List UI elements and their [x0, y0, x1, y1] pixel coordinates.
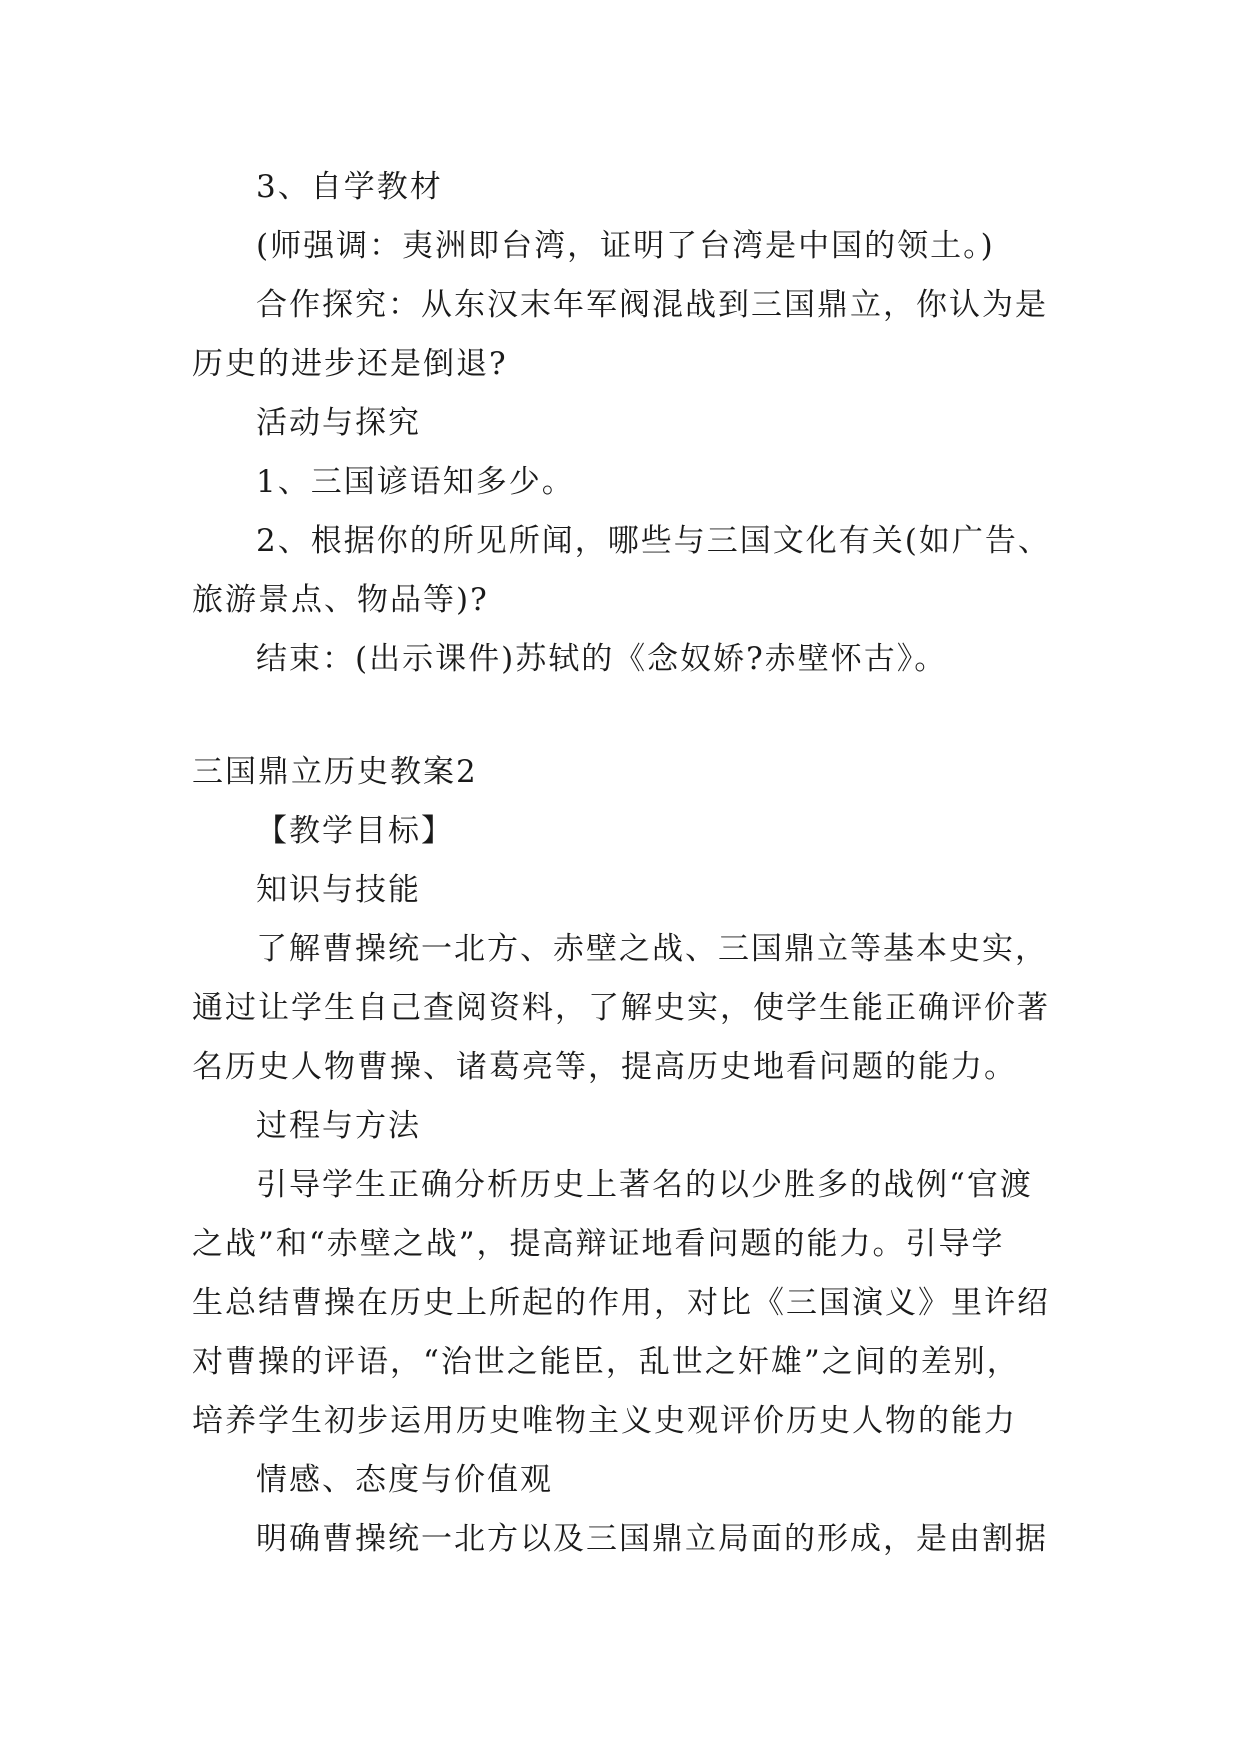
text-line-knowledge-heading: 知识与技能: [256, 872, 421, 908]
text-line-knowledge-1: 了解曹操统一北方、赤壁之战、三国鼎立等基本史实，: [256, 931, 1048, 967]
text-line-culture: 2、根据你的所见所闻，哪些与三国文化有关(如广告、: [256, 523, 1051, 559]
text-line-process-1: 引导学生正确分析历史上著名的以少胜多的战例“官渡: [256, 1167, 1033, 1203]
text-line-ending: 结束：(出示课件)苏轼的《念奴娇?赤壁怀古》。: [256, 641, 948, 677]
text-line-teacher-note: (师强调：夷洲即台湾，证明了台湾是中国的领土。): [256, 228, 995, 264]
text-line-process-5: 培养学生初步运用历史唯物主义史观评价历史人物的能力: [192, 1403, 1017, 1439]
text-line-process-3: 生总结曹操在历史上所起的作用，对比《三国演义》里许绍: [192, 1285, 1050, 1321]
section-title: 三国鼎立历史教案2: [192, 754, 478, 790]
text-line-process-heading: 过程与方法: [256, 1108, 421, 1144]
text-line-emotion-1: 明确曹操统一北方以及三国鼎立局面的形成，是由割据: [256, 1521, 1048, 1557]
text-line-proverbs: 1、三国谚语知多少。: [256, 464, 575, 500]
text-line-process-2: 之战”和“赤壁之战”，提高辩证地看问题的能力。引导学: [192, 1226, 1005, 1262]
text-line-self-study: 3、自学教材: [256, 169, 443, 205]
text-line-cooperative-inquiry: 合作探究：从东汉末年军阀混战到三国鼎立，你认为是: [256, 287, 1048, 323]
text-line-culture-cont: 旅游景点、物品等)?: [192, 582, 489, 618]
text-line-knowledge-2: 通过让学生自己查阅资料，了解史实，使学生能正确评价著: [192, 990, 1050, 1026]
text-line-activity-heading: 活动与探究: [256, 405, 421, 441]
text-line-process-4: 对曹操的评语，“治世之能臣，乱世之奸雄”之间的差别，: [192, 1344, 1020, 1380]
text-line-question: 历史的进步还是倒退?: [192, 346, 508, 382]
text-line-knowledge-3: 名历史人物曹操、诸葛亮等，提高历史地看问题的能力。: [192, 1049, 1017, 1085]
text-line-objectives: 【教学目标】: [256, 813, 454, 849]
text-line-emotion-heading: 情感、态度与价值观: [256, 1462, 553, 1498]
